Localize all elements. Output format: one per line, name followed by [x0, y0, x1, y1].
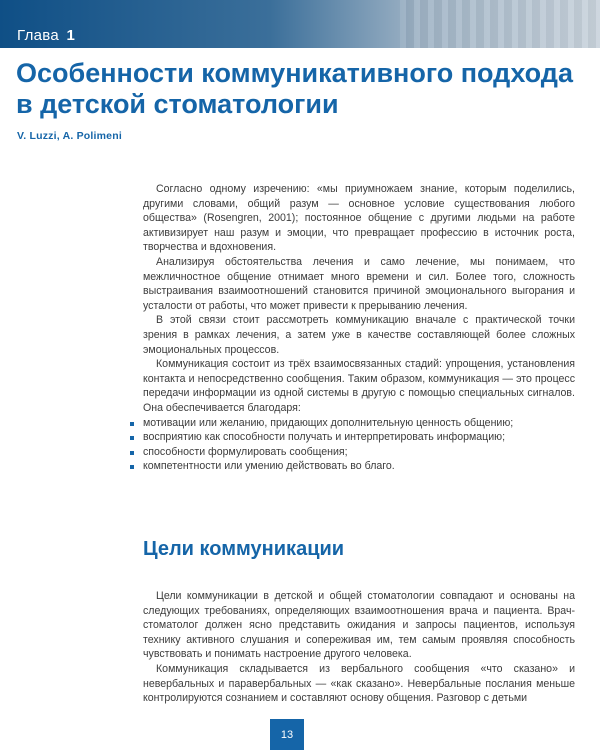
paragraph: Анализируя обстоятельства лечения и само лечение, мы понимаем, что межличностное общение отнимает много времени и сил. Более того, сложность выстраивания взаимоотношений становится причиной эмоционального выгорания и усталости от работы, что может привести к прерыванию лечения. [143, 255, 575, 312]
paragraph: Коммуникация складывается из вербального сообщения «что сказано» и невербальных и паравербальных — «как сказано». Невербальные послания меньше контролируются сознанием и составляют основу общения. Разговор с детьми [143, 662, 575, 705]
section-heading: Цели коммуникации [143, 538, 345, 560]
authors-line: V. Luzzi, A. Polimeni [17, 130, 122, 142]
page-number-badge: 13 [270, 719, 304, 750]
section-text [143, 589, 575, 706]
bullet-list [143, 416, 575, 474]
paragraph: Согласно одному изречению: «мы приумножаем знание, которым поделились, другими словами, общий разум — основное условие существования любого общества» (Rosengren, 2001); постоянное общение с другими людьми на работе активизирует наш разум и эмоции, что превращает профессию в источник роста, творчества и вдохновения. [143, 183, 575, 254]
page-title: Особенности коммуникативного подхода в детской стоматологии [16, 58, 573, 119]
bullet-item: восприятию как способности получать и интерпретировать информацию; [130, 430, 575, 445]
paragraph: Цели коммуникации в детской и общей стоматологии совпадают и основаны на следующих требованиях, определяющих взаимоотношения врача и пациента. Врач-стоматолог должен ясно представить ожидания и запросы пациентов, используя технику активного слушания и сопереживая им, тем самым проявляя способность чувствовать и понимать настроение другого человека. [143, 590, 575, 661]
paragraph: Коммуникация состоит из трёх взаимосвязанных стадий: упрощения, установления контакта и непосредственно сообщения. Таким образом, коммуникация — это процесс передачи информации из одной системы в другую с помощью специальных сигналов. Она обеспечивается благодаря: [143, 358, 575, 414]
bullet-item: способности формулировать сообщения; [130, 445, 575, 460]
chapter-header-band [0, 0, 600, 48]
paragraph: В этой связи стоит рассмотреть коммуникацию вначале с практической точки зрения в рамках лечения, а затем уже в качестве составляющей более сложных эмоциональных процессов. [143, 314, 575, 356]
bullet-item: мотивации или желанию, придающих дополнительную ценность общению; [130, 416, 575, 431]
intro-text [143, 182, 575, 474]
chapter-number: 1 [66, 27, 76, 44]
chapter-label [17, 27, 75, 44]
bullet-item: компетентности или умению действовать во благо. [130, 459, 575, 474]
chapter-word: Глава [17, 27, 60, 44]
